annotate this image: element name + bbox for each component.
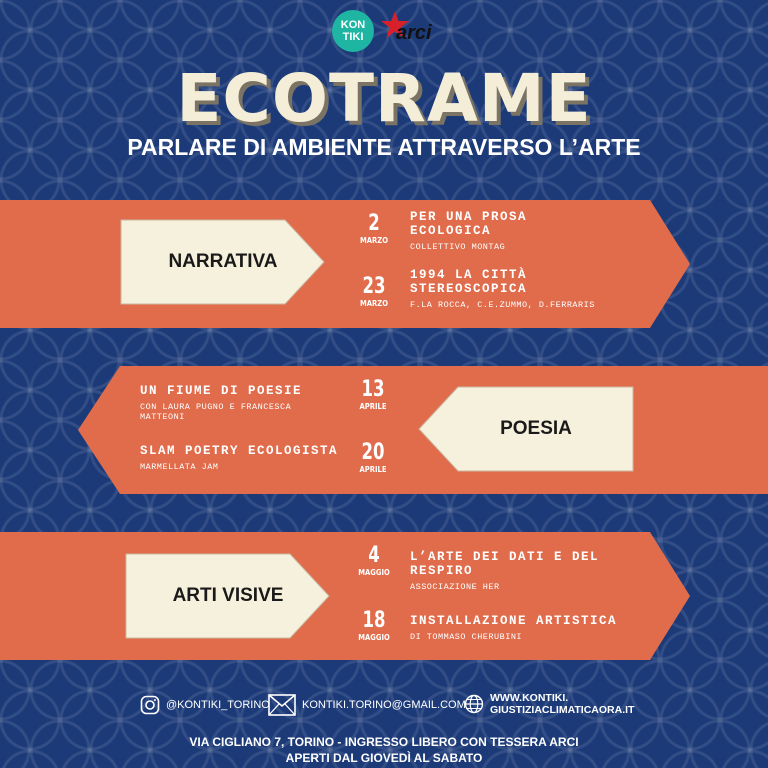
date-arti-visive-1: 4 MAGGIO <box>358 543 390 577</box>
date-poesia-1: 13 APRILE <box>359 377 387 411</box>
date-narrativa-1: 2 MARZO <box>360 211 388 245</box>
event-arti-visive-1: L’ARTE DEI DATI E DEL RESPIRO ASSOCIAZIONE HER <box>410 550 600 592</box>
website-contact[interactable] <box>464 692 634 716</box>
opening-days: APERTI DAL GIOVEDÌ AL SABATO <box>285 751 483 765</box>
label-narrativa: NARRATIVA <box>120 219 326 305</box>
band-narrativa <box>0 200 768 328</box>
label-arti-visive: ARTI VISIVE <box>125 553 331 639</box>
address-info <box>0 734 768 766</box>
arci-logo: arci <box>380 10 442 56</box>
website-url: WWW.KONTIKI. GIUSTIZIACLIMATICAORA.IT <box>490 692 635 716</box>
event-poesia-2: SLAM POETRY ECOLOGISTA MARMELLATA JAM <box>140 444 339 472</box>
instagram-icon <box>140 695 160 715</box>
instagram-contact[interactable] <box>140 695 270 715</box>
label-poesia: POESIA <box>418 386 634 472</box>
logos <box>0 10 768 56</box>
envelope-icon <box>268 694 296 716</box>
date-poesia-2: 20 APRILE <box>359 440 387 474</box>
band-arti-visive <box>0 532 768 660</box>
email-contact[interactable] <box>268 694 466 716</box>
event-arti-visive-2: INSTALLAZIONE ARTISTICA DI TOMMASO CHERUBINI <box>410 614 618 642</box>
globe-icon <box>464 694 484 714</box>
instagram-handle: @KONTIKI_TORINO <box>166 699 270 711</box>
email-address: KONTIKI.TORINO@GMAIL.COM <box>302 699 466 711</box>
kontiki-logo: KON TIKI <box>332 10 374 52</box>
date-narrativa-2: 23 MARZO <box>360 274 388 308</box>
footer-contacts <box>0 692 768 718</box>
event-narrativa-1: PER UNA PROSA ECOLOGICA COLLETTIVO MONTAG <box>410 210 528 252</box>
page-subtitle: PARLARE DI AMBIENTE ATTRAVERSO L’ARTE <box>127 134 641 160</box>
event-poesia-1: UN FIUME DI POESIE CON LAURA PUGNO E FRANCESCA MATTEONI <box>140 384 303 422</box>
event-narrativa-2: 1994 LA CITTÀ STEREOSCOPICA F.LA ROCCA, C.E.ZUMMO, D.FERRARIS <box>410 268 595 310</box>
page-title: ECOTRAME <box>176 60 592 137</box>
date-arti-visive-2: 18 MAGGIO <box>358 608 390 642</box>
address-line: VIA CIGLIANO 7, TORINO - INGRESSO LIBERO CON TESSERA ARCI <box>189 735 579 749</box>
band-poesia <box>0 366 768 494</box>
